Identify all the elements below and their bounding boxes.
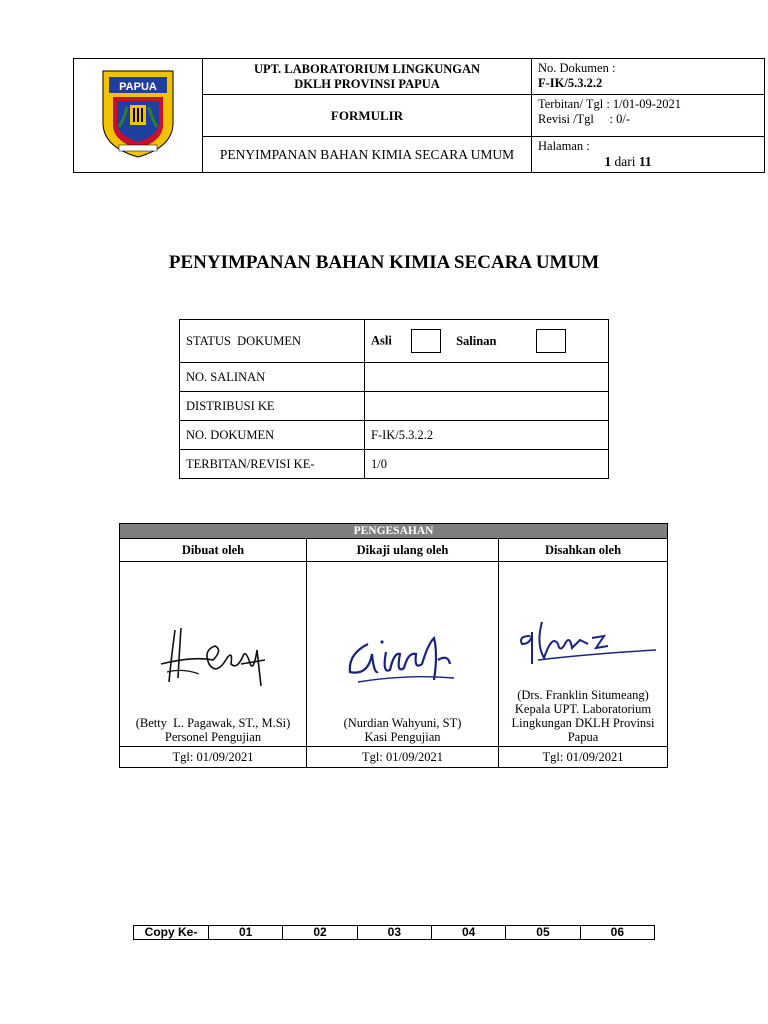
status-options-cell (365, 320, 609, 363)
salinan-label: Salinan (456, 333, 497, 348)
dibuat-date: Tgl: 01/09/2021 (120, 747, 307, 768)
signature-nurdian (338, 624, 468, 690)
main-title: PENYIMPANAN BAHAN KIMIA SECARA UMUM (168, 252, 600, 273)
pengesahan-table (119, 523, 668, 768)
salinan-checkbox[interactable] (536, 329, 566, 353)
logo-cell (74, 59, 203, 173)
page-current: 1 (604, 154, 612, 169)
halaman-cell (532, 137, 765, 173)
dikaji-role: Kasi Pengujian (364, 730, 441, 744)
page-of: dari (614, 154, 636, 169)
dikaji-name: (Nurdian Wahyuni, ST) (343, 716, 462, 730)
dibuat-role: Personel Pengujian (164, 730, 262, 744)
dibuat-signature-cell (120, 562, 307, 747)
copy-cell: 03 (357, 926, 431, 940)
no-dokumen-value: F-IK/5.3.2.2 (538, 76, 603, 90)
copy-ke-label: Copy Ke- (134, 926, 209, 940)
signature-betty (153, 620, 273, 690)
document-header (73, 58, 765, 173)
dibuat-header: Dibuat oleh (120, 539, 307, 562)
dikaji-date: Tgl: 01/09/2021 (307, 747, 499, 768)
papua-emblem-icon (97, 65, 179, 161)
terbitan-revisi-value: 1/0 (365, 450, 609, 479)
distribusi-value (365, 392, 609, 421)
status-label: STATUS DOKUMEN (186, 333, 301, 348)
copy-ke-table (133, 925, 655, 940)
formulir-label: FORMULIR (330, 107, 404, 123)
disahkan-name: (Drs. Franklin Situmeang) (517, 688, 649, 702)
terbitan-line: Terbitan/ Tgl : 1/01-09-2021 (538, 97, 681, 111)
status-dokumen-table (179, 319, 609, 479)
copy-cell: 06 (580, 926, 654, 940)
no-salinan-label: NO. SALINAN (180, 363, 365, 392)
no-dokumen-cell (532, 59, 765, 95)
status-label-cell (180, 320, 365, 363)
halaman-label: Halaman : (538, 139, 590, 153)
copy-cell: 02 (283, 926, 357, 940)
distribusi-label: DISTRIBUSI KE (180, 392, 365, 421)
disahkan-signature-cell (499, 562, 668, 747)
terbitan-cell (532, 95, 765, 137)
asli-checkbox[interactable] (411, 329, 441, 353)
disahkan-role: Kepala UPT. Laboratorium Lingkungan DKLH Provinsi Papua (511, 702, 655, 744)
dibuat-name: (Betty L. Pagawak, ST., M.Si) (135, 716, 291, 730)
copy-cell: 05 (506, 926, 580, 940)
no-salinan-value (365, 363, 609, 392)
doc-title: PENYIMPANAN BAHAN KIMIA SECARA UMUM (219, 146, 515, 162)
disahkan-header: Disahkan oleh (499, 539, 668, 562)
no-dokumen-label: No. Dokumen : (538, 61, 616, 75)
org-line2: DKLH PROVINSI PAPUA (294, 76, 440, 91)
revisi-line: Revisi /Tgl : 0/- (538, 112, 631, 126)
signature-franklin (508, 614, 658, 670)
page-indicator (538, 154, 758, 169)
logo-text: PAPUA (119, 81, 157, 93)
disahkan-date: Tgl: 01/09/2021 (499, 747, 668, 768)
copy-cell: 01 (209, 926, 283, 940)
dikaji-signature-cell (307, 562, 499, 747)
formulir-cell (203, 95, 532, 137)
dikaji-header: Dikaji ulang oleh (307, 539, 499, 562)
no-dokumen-row-value: F-IK/5.3.2.2 (365, 421, 609, 450)
page-total: 11 (638, 154, 652, 169)
doc-title-cell (203, 137, 532, 173)
pengesahan-band: PENGESAHAN (120, 524, 668, 539)
terbitan-revisi-label: TERBITAN/REVISI KE- (180, 450, 365, 479)
asli-label: Asli (371, 333, 392, 348)
org-line1: UPT. LABORATORIUM LINGKUNGAN (253, 61, 481, 76)
copy-cell: 04 (431, 926, 505, 940)
no-dokumen-row-label: NO. DOKUMEN (180, 421, 365, 450)
org-name-cell (203, 59, 532, 95)
